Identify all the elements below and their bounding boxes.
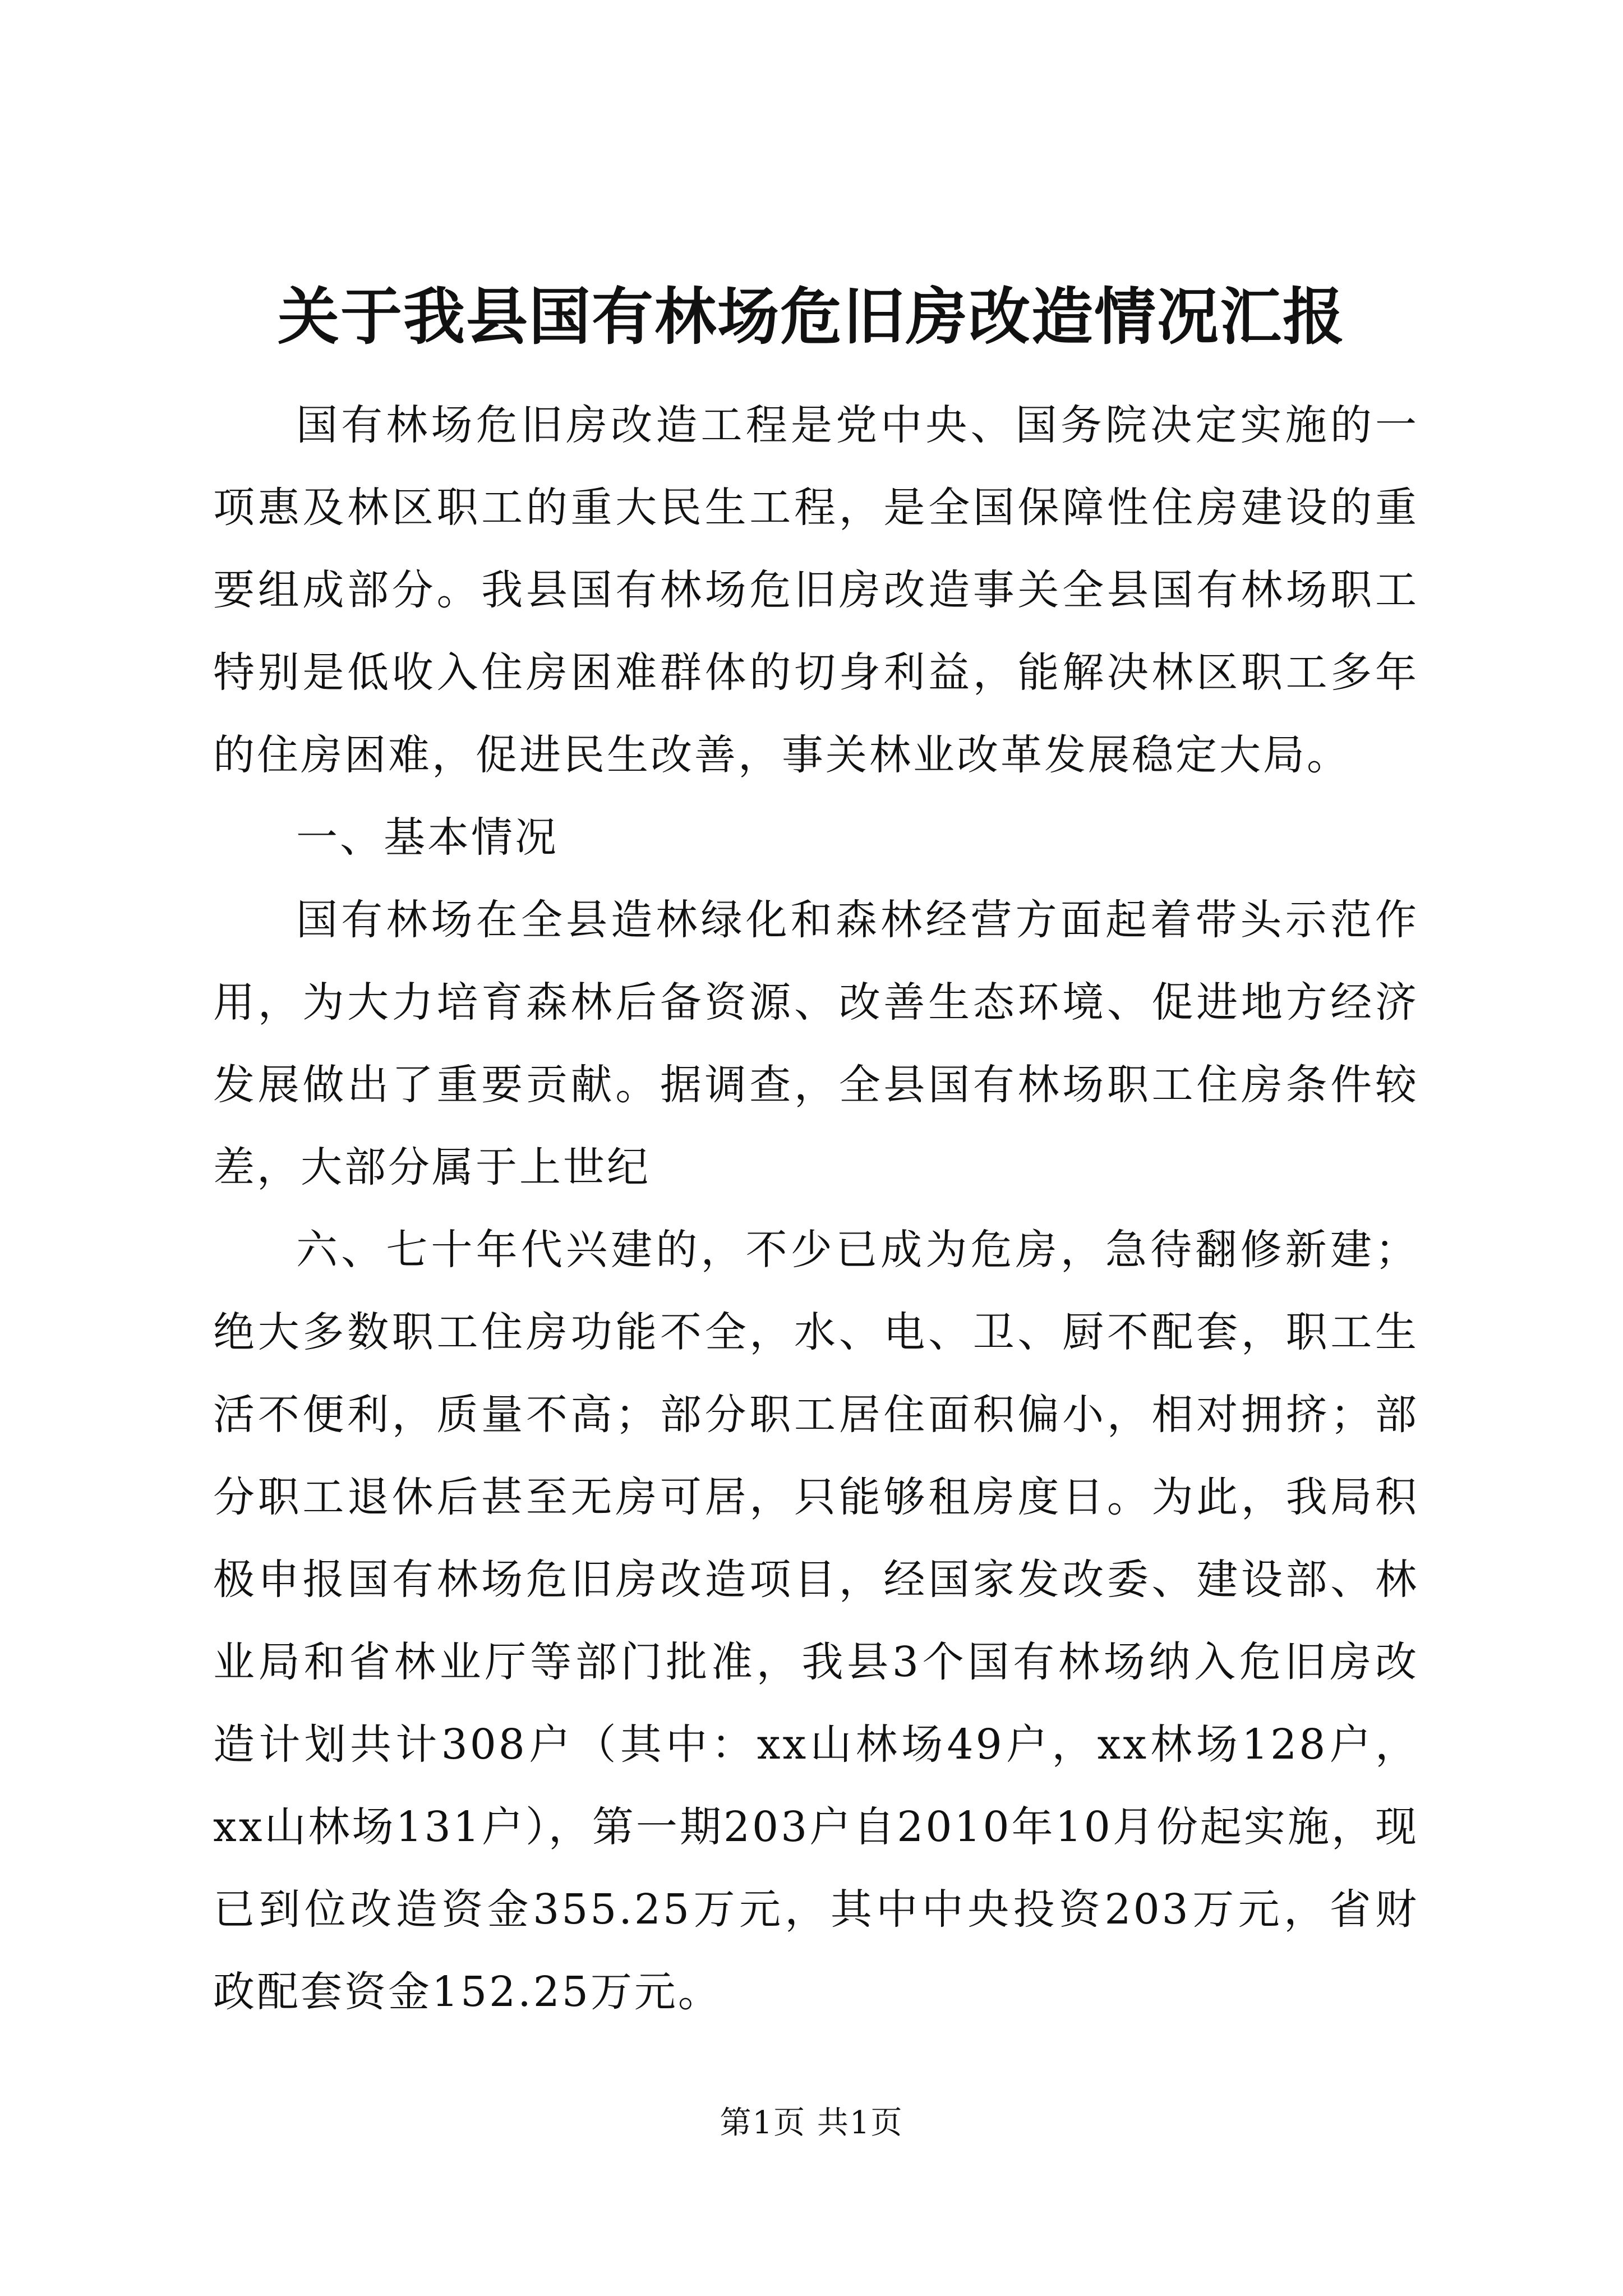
paragraph-intro: 国有林场危旧房改造工程是党中央、国务院决定实施的一项惠及林区职工的重大民生工程，是全国保障性住房建设的重要组成部分。我县国有林场危旧房改造事关全县国有林场职工特别是低收入住房困难群体的切身利益，能解决林区职工多年的住房困难，促进民生改善，事关林业改革发展稳定大局。 (213, 401, 1419, 779)
paragraph-housing-details: 六、七十年代兴建的，不少已成为危房，急待翻修新建；绝大多数职工住房功能不全，水、电、卫、厨不配套，职工生活不便利，质量不高；部分职工居住面积偏小，相对拥挤；部分职工退休后甚至无房可居，只能够租房度日。为此，我局积极申报国有林场危旧房改造项目，经国家发改委、建设部、林业局和省林业厅等部门批准，我县3个国有林场纳入危旧房改造计划共计308户（其中：xx山林场49户，xx林场128户，xx山林场131户），第一期203户自2010年10月份起实施，现已到位改造资金355.25万元，其中中央投资203万元，省财政配套资金152.25万元。 (213, 1226, 1419, 2016)
page-footer: 第1页 共1页 (720, 2105, 903, 2141)
paragraph-basic-situation: 国有林场在全县造林绿化和森林经营方面起着带头示范作用，为大力培育森林后备资源、改善生态环境、促进地方经济发展做出了重要贡献。据调查，全县国有林场职工住房条件较差，大部分属于上世纪 (213, 896, 1419, 1191)
document-title: 关于我县国有林场危旧房改造情况汇报 (278, 280, 1345, 353)
section-heading-basic-situation: 一、基本情况 (296, 813, 559, 862)
document-body (213, 384, 1419, 2033)
